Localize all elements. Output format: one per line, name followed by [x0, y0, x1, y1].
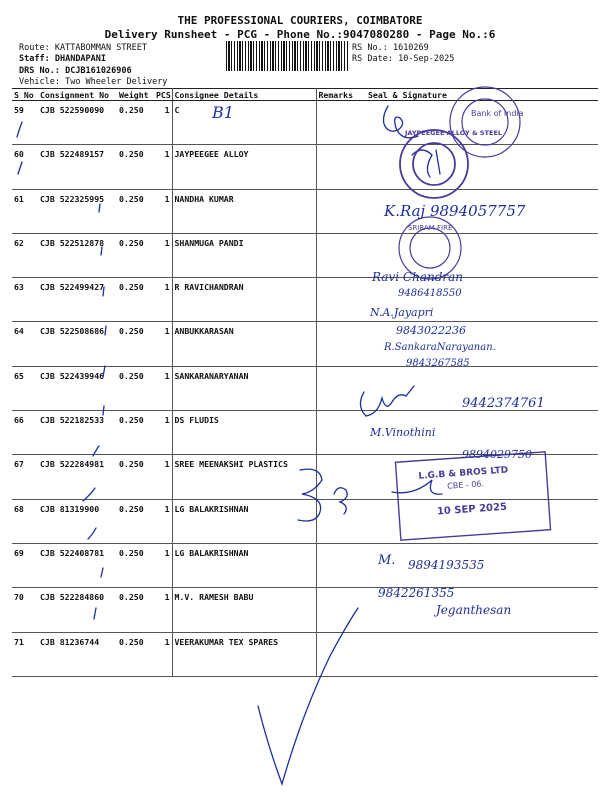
- cell-consignment: CJB 522284860: [38, 588, 117, 632]
- cell-consignment: CJB 522408781: [38, 543, 117, 587]
- cell-pcs: 1: [154, 455, 172, 499]
- company-name: THE PROFESSIONAL COURIERS, COIMBATORE: [177, 14, 423, 27]
- cell-consignment: CJB 522499427: [38, 278, 117, 322]
- cell-weight: 0.250: [117, 189, 154, 233]
- cell-pcs: 1: [154, 233, 172, 277]
- cell-consignee: R RAVICHANDRAN: [172, 278, 316, 322]
- cell-weight: 0.250: [117, 632, 154, 676]
- cell-remarks: [316, 366, 366, 410]
- cell-consignee: JAYPEEGEE ALLOY: [172, 145, 316, 189]
- cell-consignment: CJB 522284981: [38, 455, 117, 499]
- col-consignee: Consignee Details: [172, 89, 316, 101]
- table-header-row: [12, 89, 598, 101]
- hw-row64-name: N.A.Jayapri: [370, 306, 434, 319]
- cell-sno: 62: [12, 233, 38, 277]
- cell-remarks: [316, 499, 366, 543]
- cell-consignment: CJB 522508686: [38, 322, 117, 366]
- cell-consignee: M.V. RAMESH BABU: [172, 588, 316, 632]
- cell-weight: 0.250: [117, 101, 154, 145]
- vehicle-label: Vehicle:: [19, 77, 60, 87]
- table-row: [12, 322, 598, 366]
- cell-seal: [366, 499, 598, 543]
- cell-consignee: VEERAKUMAR TEX SPARES: [172, 632, 316, 676]
- hw-row71-name: Jeganthesan: [436, 603, 512, 617]
- cell-pcs: 1: [154, 499, 172, 543]
- staff-label: Staff:: [19, 54, 50, 64]
- round-stamp-62-text: SRIRAM FIRE: [408, 224, 453, 232]
- rect-stamp-68-date: 10 SEP 2025: [436, 501, 508, 518]
- rs-date-label: RS Date:: [352, 54, 393, 64]
- barcode-image: [226, 41, 348, 71]
- runsheet-subtitle: Delivery Runsheet - PCG - Phone No.:9047080280 - Page No.:6: [104, 28, 496, 41]
- rs-no-label: RS No.:: [352, 43, 388, 53]
- cell-sno: 59: [12, 101, 38, 145]
- cell-consignment: CJB 81236744: [38, 632, 117, 676]
- rs-date-value: 10-Sep-2025: [398, 54, 455, 64]
- cell-sno: 63: [12, 278, 38, 322]
- cell-pcs: 1: [154, 632, 172, 676]
- cell-remarks: [316, 322, 366, 366]
- cell-weight: 0.250: [117, 411, 154, 455]
- hw-row65-name: R.SankaraNarayanan.: [384, 342, 496, 353]
- cell-consignee: ANBUKKARASAN: [172, 322, 316, 366]
- cell-remarks: [316, 411, 366, 455]
- cell-sno: 71: [12, 632, 38, 676]
- cell-remarks: [316, 101, 366, 145]
- cell-consignment: CJB 522590090: [38, 101, 117, 145]
- cell-pcs: 1: [154, 189, 172, 233]
- cell-pcs: 1: [154, 366, 172, 410]
- cell-consignee: SREE MEENAKSHI PLASTICS: [172, 455, 316, 499]
- route-line: [19, 43, 147, 53]
- cell-weight: 0.250: [117, 499, 154, 543]
- route-value: KATTABOMMAN STREET: [54, 43, 147, 53]
- cell-remarks: [316, 632, 366, 676]
- cell-remarks: [316, 189, 366, 233]
- cell-weight: 0.250: [117, 543, 154, 587]
- cell-weight: 0.250: [117, 145, 154, 189]
- hw-row64-phone: 9843022236: [396, 324, 466, 337]
- table-row: [12, 455, 598, 499]
- table-row: [12, 632, 598, 676]
- hw-row70-phone: 9894193535: [408, 558, 485, 572]
- cell-seal: [366, 101, 598, 145]
- cell-weight: 0.250: [117, 278, 154, 322]
- round-stamp-top-text: Bank of India: [471, 109, 524, 118]
- cell-pcs: 1: [154, 278, 172, 322]
- cell-consignee: SHANMUGA PANDI: [172, 233, 316, 277]
- cell-consignment: CJB 522182533: [38, 411, 117, 455]
- cell-consignment: CJB 522512878: [38, 233, 117, 277]
- rs-date-line: [352, 54, 454, 64]
- cell-consignment: CJB 522439946: [38, 366, 117, 410]
- cell-consignment: CJB 81319900: [38, 499, 117, 543]
- hw-row63-name: Ravi Chandran: [372, 270, 463, 284]
- cell-consignee: LG BALAKRISHNAN: [172, 499, 316, 543]
- cell-sno: 69: [12, 543, 38, 587]
- round-stamp-60-text: JAYPEEGEE ALLOY & STEEL: [405, 129, 503, 137]
- cell-weight: 0.250: [117, 366, 154, 410]
- cell-consignee: LG BALAKRISHNAN: [172, 543, 316, 587]
- hw-row68: 9894029750: [462, 448, 532, 461]
- hw-row70-name: M.: [378, 553, 396, 568]
- cell-seal: [366, 145, 598, 189]
- cell-sno: 67: [12, 455, 38, 499]
- hw-row67: M.Vinothini: [370, 426, 436, 439]
- col-consignment: Consignment No: [38, 89, 117, 101]
- cell-pcs: 1: [154, 145, 172, 189]
- cell-sno: 68: [12, 499, 38, 543]
- cell-weight: 0.250: [117, 455, 154, 499]
- cell-seal: [366, 632, 598, 676]
- cell-remarks: [316, 278, 366, 322]
- hw-row71-phone: 9842261355: [378, 586, 455, 600]
- hw-row63-phone: 9486418550: [398, 288, 462, 299]
- rs-no-line: [352, 43, 429, 53]
- table-row: [12, 543, 598, 587]
- runsheet-table: [12, 88, 598, 677]
- table-row: [12, 499, 598, 543]
- cell-remarks: [316, 455, 366, 499]
- cell-pcs: 1: [154, 588, 172, 632]
- cell-pcs: 1: [154, 411, 172, 455]
- staff-line: [19, 54, 106, 64]
- table-row: [12, 233, 598, 277]
- drs-line: [19, 66, 132, 76]
- drs-value: DCJB161026906: [65, 66, 132, 76]
- cell-sno: 64: [12, 322, 38, 366]
- cell-weight: 0.250: [117, 588, 154, 632]
- hw-row61: K.Raj 9894057757: [384, 202, 526, 220]
- cell-sno: 65: [12, 366, 38, 410]
- cell-remarks: [316, 543, 366, 587]
- col-sno: S No: [12, 89, 38, 101]
- hw-row66: 9442374761: [462, 396, 545, 411]
- col-pcs: PCS: [156, 89, 171, 100]
- cell-consignee: SANKARANARYANAN: [172, 366, 316, 410]
- hw-row59: B1: [212, 103, 234, 122]
- table-row: [12, 278, 598, 322]
- col-seal: Seal & Signature: [366, 89, 598, 101]
- cell-sno: 70: [12, 588, 38, 632]
- cell-sno: 66: [12, 411, 38, 455]
- cell-consignee: C: [172, 101, 316, 145]
- table-row: [12, 145, 598, 189]
- cell-consignment: CJB 522325995: [38, 189, 117, 233]
- table-row: [12, 101, 598, 145]
- rect-stamp-68-city: CBE - 06.: [446, 479, 485, 491]
- col-remarks: Remarks: [316, 89, 366, 101]
- cell-consignee: DS FLUDIS: [172, 411, 316, 455]
- cell-remarks: [316, 233, 366, 277]
- cell-remarks: [316, 145, 366, 189]
- cell-sno: 61: [12, 189, 38, 233]
- cell-consignment: CJB 522489157: [38, 145, 117, 189]
- vehicle-line: [19, 77, 167, 87]
- staff-value: DHANDAPANI: [54, 54, 107, 64]
- cell-sno: 60: [12, 145, 38, 189]
- cell-pcs: 1: [154, 543, 172, 587]
- cell-seal: [366, 455, 598, 499]
- route-label: Route:: [19, 43, 50, 53]
- cell-consignee: NANDHA KUMAR: [172, 189, 316, 233]
- cell-remarks: [316, 588, 366, 632]
- cell-weight: 0.250: [117, 233, 154, 277]
- hw-row65-phone: 9843267585: [406, 358, 470, 369]
- drs-label: DRS No.:: [19, 66, 60, 76]
- rect-stamp-68-title: L.G.B & BROS LTD: [418, 465, 509, 482]
- cell-pcs: 1: [154, 322, 172, 366]
- cell-weight: 0.250: [117, 322, 154, 366]
- col-weight: Weight: [117, 89, 154, 101]
- cell-pcs: 1: [154, 101, 172, 145]
- vehicle-value: Two Wheeler Delivery: [65, 77, 168, 87]
- rs-no-value: 1610269: [392, 43, 429, 53]
